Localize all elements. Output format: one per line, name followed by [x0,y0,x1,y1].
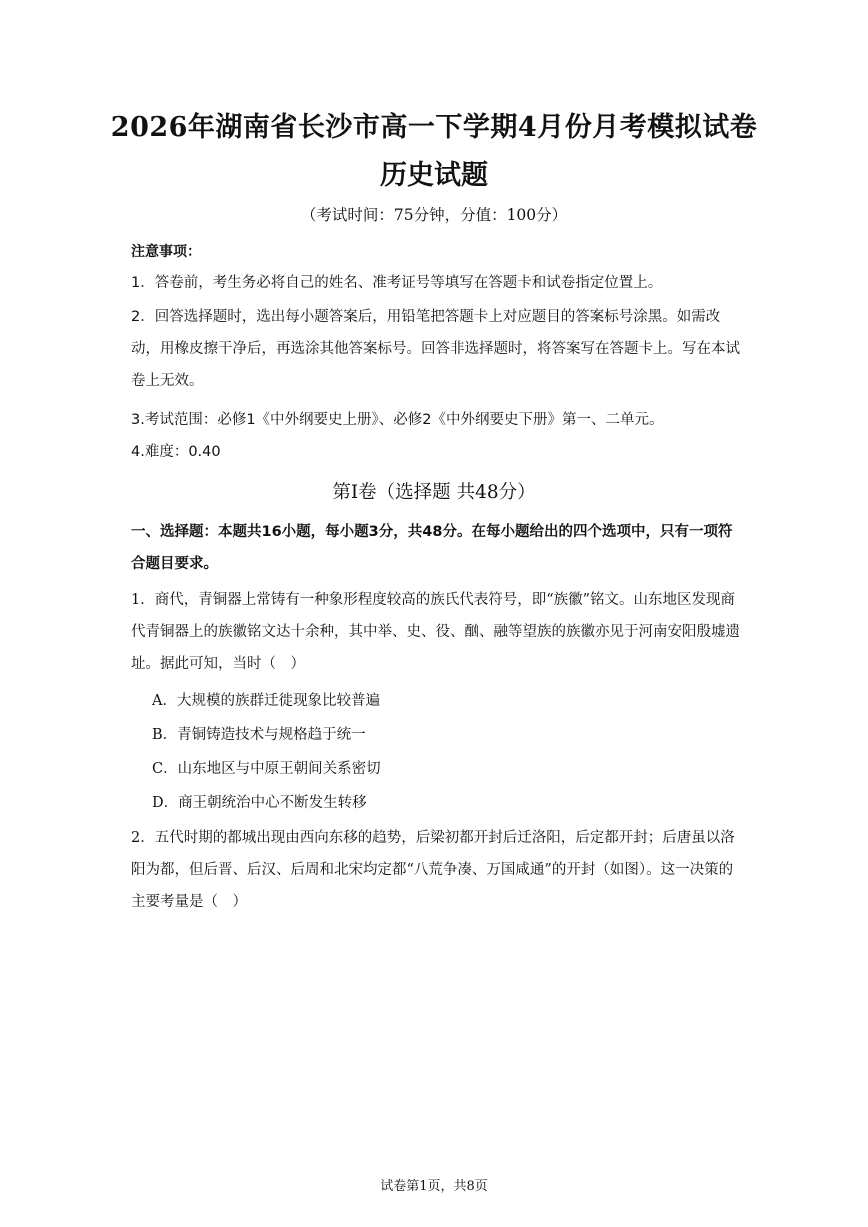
notice-item-2: 2．回答选择题时，选出每小题答案后，用铅笔把答题卡上对应题目的答案标号涂黑。如需改动，用橡皮擦干净后，再选涂其他答案标号。回答非选择题时，将答案写在答题卡上。写在本试卷上无效。 [131,309,740,389]
notice-item-1: 1．答卷前，考生务必将自己的姓名、准考证号等填写在答题卡和试卷指定位置上。 [131,275,663,291]
question-1-option-d: D．商王朝统治中心不断发生转移 [152,795,367,811]
page-footer: 试卷第1页，共8页 [380,1179,488,1194]
notice-heading: 注意事项： [131,244,201,260]
question-1-option-b: B．青铜铸造技术与规格趋于统一 [152,727,366,743]
exam-title: 2026年湖南省长沙市高一下学期4月份月考模拟试卷 [110,112,758,143]
notice-item-4: 4.难度：0.40 [131,444,221,460]
exam-subject-title: 历史试题 [380,160,488,191]
question-1-option-c: C．山东地区与中原王朝间关系密切 [152,761,381,777]
part-heading: 一、选择题：本题共16小题，每小题3分，共48分。在每小题给出的四个选项中，只有一项符合题目要求。 [131,524,733,572]
notice-item-3: 3.考试范围：必修1《中外纲要史上册》、必修2《中外纲要史下册》第一、二单元。 [131,412,664,428]
question-1-option-a: A．大规模的族群迁徙现象比较普遍 [152,693,380,709]
section-title: 第Ⅰ卷（选择题 共48分） [332,482,536,503]
question-1-stem: 1．商代，青铜器上常铸有一种象形程度较高的族氏代表符号，即“族徽”铭文。山东地区发现商代青铜器上的族徽铭文达十余种，其中举、史、役、酗、融等望族的族徽亦见于河南安阳殷墟遗址。据此可知，当时（ ） [131,592,740,672]
exam-time-and-score: （考试时间：75分钟，分值：100分） [300,206,568,224]
question-2-stem: 2．五代时期的都城出现由西向东移的趋势，后梁初都开封后迁洛阳，后定都开封；后唐虽以洛阳为都，但后晋、后汉、后周和北宋均定都“八荒争凑、万国咸通”的开封（如图）。这一决策的主要考量是（ ） [131,830,735,910]
